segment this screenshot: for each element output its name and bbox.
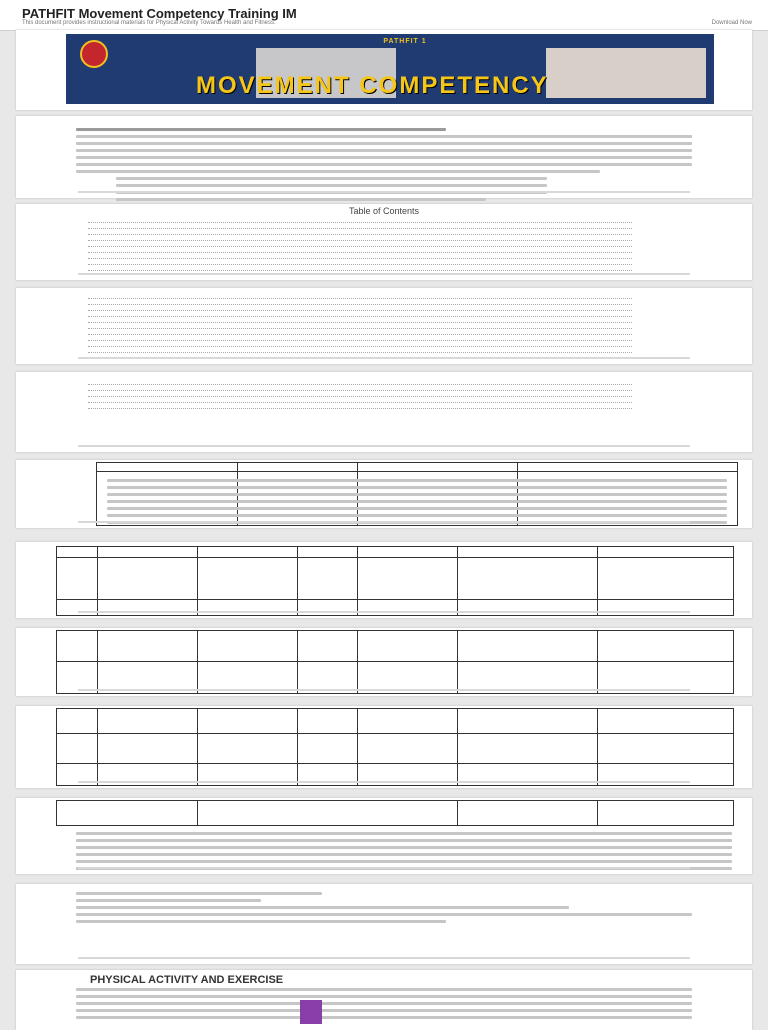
activity-title: PHYSICAL ACTIVITY AND EXERCISE (90, 974, 284, 986)
page-table (16, 542, 752, 618)
figure-thumbnail (300, 1000, 322, 1024)
document-subtitle: This document provides instructional materials for Physical Activity Towards Health and Fitness. (22, 20, 276, 26)
page-table (16, 460, 752, 528)
page-toc-end (16, 372, 752, 452)
cover-banner (66, 34, 714, 104)
document-header (0, 0, 768, 31)
toc-title: Table of Contents (348, 206, 420, 216)
cover-photo (546, 48, 706, 98)
page-text (16, 116, 752, 198)
page-toc-continued (16, 288, 752, 364)
download-link[interactable]: Download Now (711, 20, 752, 26)
cover-title: MOVEMENT COMPETENCY (196, 72, 549, 99)
seal-logo-icon (80, 40, 108, 68)
page-table (16, 706, 752, 788)
page-toc (16, 204, 752, 280)
page-table (16, 628, 752, 696)
page-text (16, 884, 752, 964)
document-title: PATHFIT Movement Competency Training IM (22, 6, 297, 21)
cover-strip: PATHFIT 1 (383, 38, 427, 45)
page-table-text (16, 798, 752, 874)
